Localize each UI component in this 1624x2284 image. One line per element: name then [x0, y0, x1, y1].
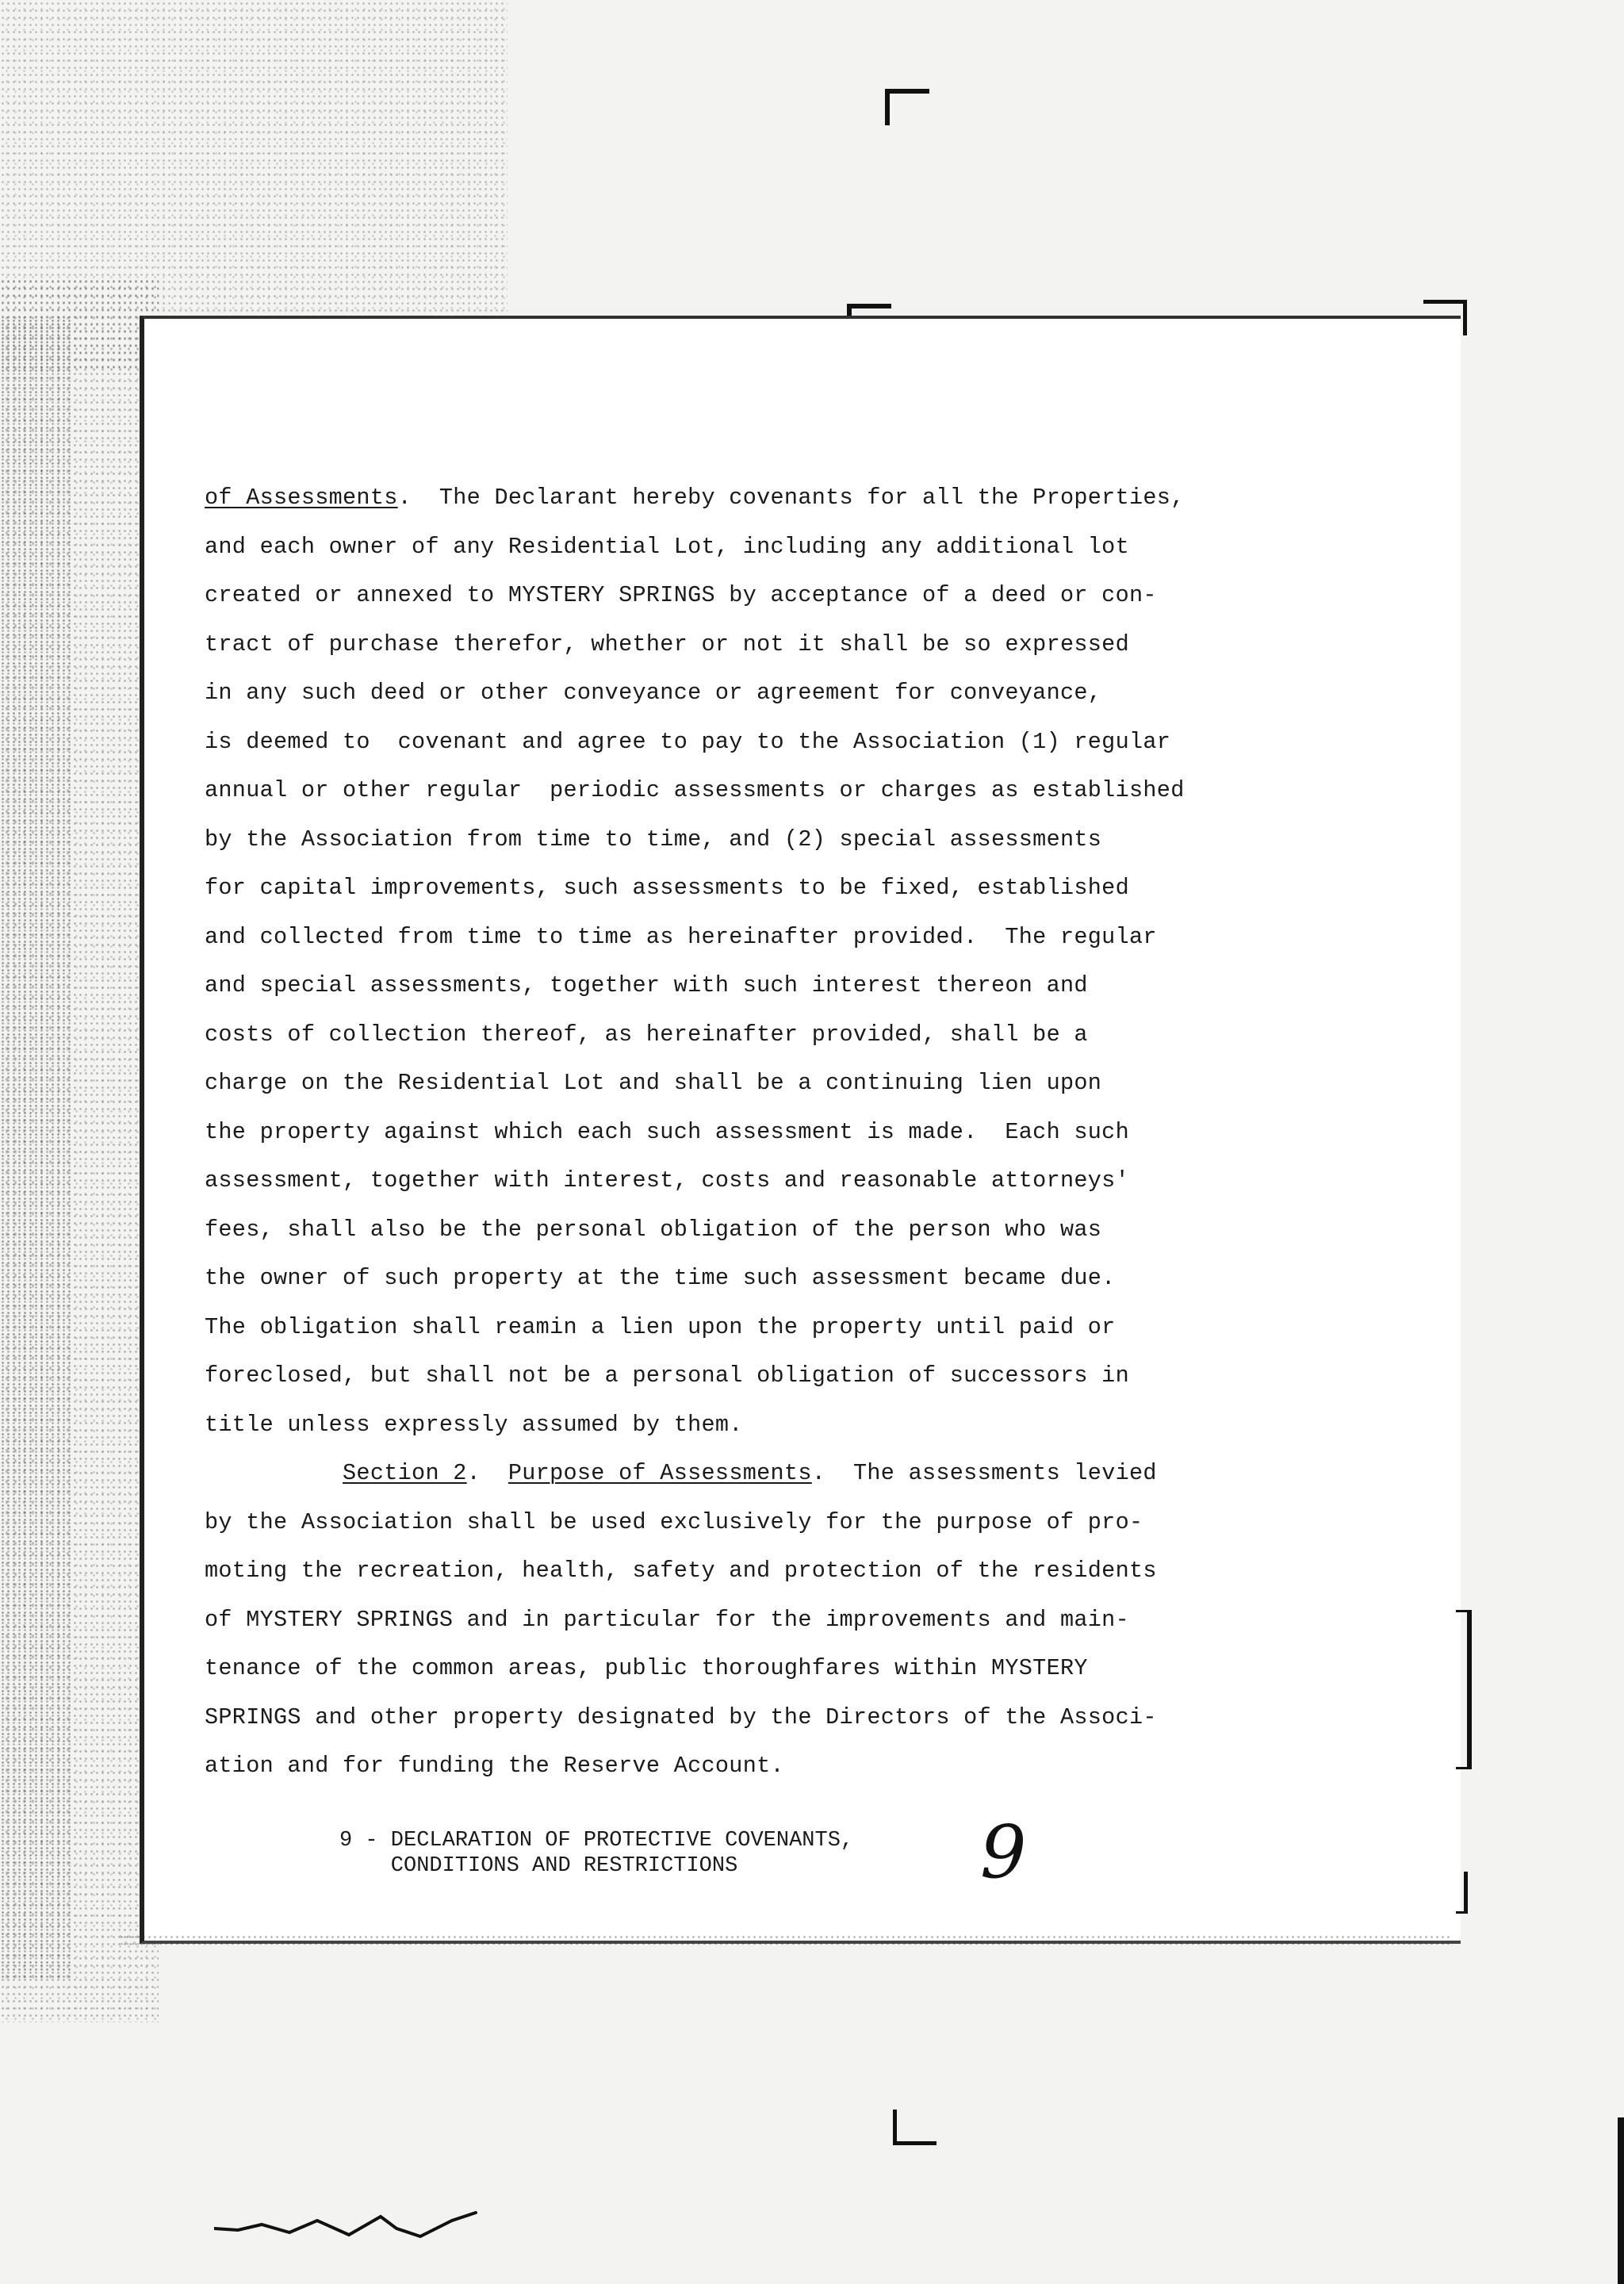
body-line: [205, 1156, 1457, 1205]
text-segment: assessment, together with interest, costs and reasonable attorneys': [205, 1167, 1129, 1194]
text-segment: and collected from time to time as hereinafter provided. The regular: [205, 923, 1157, 950]
text-segment: the property against which each such assessment is made. Each such: [205, 1118, 1129, 1145]
scan-noise-bottom-edge: [119, 1933, 1451, 1945]
body-line: [205, 815, 1457, 864]
footer-line-1: 9 - DECLARATION OF PROTECTIVE COVENANTS,: [339, 1829, 854, 1853]
scan-edge-bar: [1618, 2117, 1624, 2284]
text-segment: .: [466, 1460, 508, 1486]
text-segment: by the Association shall be used exclusively for the purpose of pro-: [205, 1508, 1143, 1535]
footer-line-2: CONDITIONS AND RESTRICTIONS: [339, 1854, 738, 1878]
text-segment: by the Association from time to time, and (2) special assessments: [205, 826, 1102, 853]
body-line: [205, 1644, 1457, 1693]
text-segment: . The Declarant hereby covenants for all the Properties,: [397, 485, 1185, 511]
text-segment: The obligation shall reamin a lien upon the property until paid or: [205, 1313, 1116, 1340]
underlined-heading: of Assessments: [205, 485, 398, 511]
body-line: [205, 718, 1457, 767]
body-line: [205, 1401, 1457, 1450]
text-segment: [205, 1460, 343, 1486]
body-line: [205, 913, 1457, 962]
body-line: [205, 1498, 1457, 1547]
body-line: [205, 523, 1457, 572]
text-segment: in any such deed or other conveyance or agreement for conveyance,: [205, 680, 1102, 706]
body-line: [205, 1351, 1457, 1401]
text-segment: and special assessments, together with such interest thereon and: [205, 972, 1088, 998]
body-line: [205, 1010, 1457, 1060]
text-segment: title unless expressly assumed by them.: [205, 1411, 743, 1438]
crop-mark-top: [885, 89, 929, 125]
body-line: [205, 1303, 1457, 1352]
margin-bracket-right: [1456, 1610, 1472, 1769]
text-segment: for capital improvements, such assessments to be fixed, established: [205, 875, 1129, 901]
text-segment: and each owner of any Residential Lot, including any additional lot: [205, 533, 1129, 560]
text-segment: ation and for funding the Reserve Account.: [205, 1753, 784, 1779]
body-line: [205, 1449, 1457, 1498]
text-segment: is deemed to covenant and agree to pay to the Association (1) regular: [205, 728, 1171, 755]
page-footer: [339, 1828, 853, 1879]
text-segment: moting the recreation, health, safety and protection of the residents: [205, 1558, 1157, 1584]
text-segment: tenance of the common areas, public thoroughfares within MYSTERY: [205, 1655, 1088, 1681]
handwritten-scribble: [214, 2197, 547, 2244]
text-segment: annual or other regular periodic assessments or charges as established: [205, 777, 1185, 803]
body-line: [205, 1254, 1457, 1303]
body-line: [205, 1108, 1457, 1157]
text-segment: fees, shall also be the personal obligation of the person who was: [205, 1216, 1102, 1243]
text-segment: the owner of such property at the time such assessment became due.: [205, 1265, 1116, 1291]
body-line: [205, 1059, 1457, 1108]
body-line: [205, 473, 1457, 523]
body-line: [205, 961, 1457, 1010]
body-line: [205, 620, 1457, 669]
text-segment: SPRINGS and other property designated by the Directors of the Associ-: [205, 1703, 1157, 1730]
text-segment: foreclosed, but shall not be a personal obligation of successors in: [205, 1362, 1129, 1389]
text-segment: created or annexed to MYSTERY SPRINGS by acceptance of a deed or con-: [205, 582, 1157, 608]
body-line: [205, 1205, 1457, 1255]
text-segment: . The assessments levied: [811, 1460, 1157, 1486]
body-line: [205, 1742, 1457, 1791]
margin-bracket-right-lower: [1456, 1872, 1468, 1914]
text-segment: of MYSTERY SPRINGS and in particular for the improvements and main-: [205, 1606, 1129, 1633]
body-line: [205, 864, 1457, 913]
body-line: [205, 571, 1457, 620]
scan-noise-left-edge: [0, 317, 71, 1983]
body-line: [205, 1596, 1457, 1645]
underlined-heading: Purpose of Assessments: [508, 1460, 812, 1486]
underlined-heading: Section 2: [343, 1460, 467, 1486]
body-line: [205, 1546, 1457, 1596]
body-line: [205, 669, 1457, 718]
handwritten-page-number: 9: [980, 1810, 1027, 1895]
body-line: [205, 766, 1457, 815]
text-segment: charge on the Residential Lot and shall be a continuing lien upon: [205, 1070, 1102, 1096]
text-segment: tract of purchase therefor, whether or not it shall be so expressed: [205, 630, 1129, 657]
crop-mark-bottom: [893, 2110, 936, 2145]
body-line: [205, 1693, 1457, 1742]
text-segment: costs of collection thereof, as hereinafter provided, shall be a: [205, 1021, 1088, 1048]
document-body: [205, 473, 1457, 1791]
